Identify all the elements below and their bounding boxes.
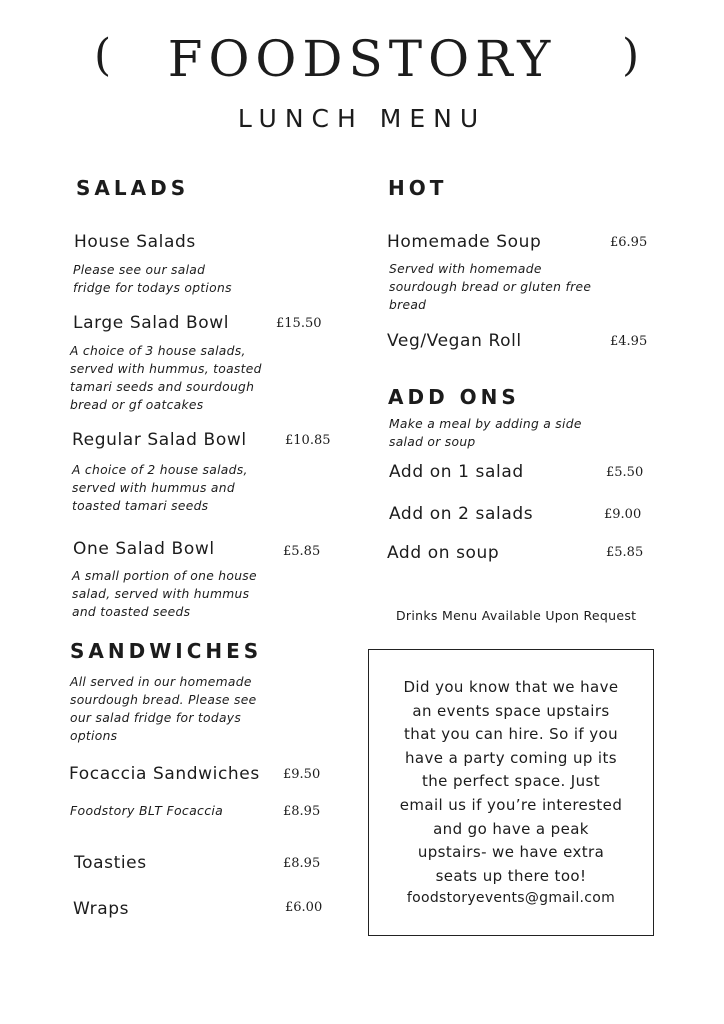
menu-item-name: Focaccia Sandwiches <box>69 764 260 784</box>
menu-item-name: One Salad Bowl <box>73 539 215 559</box>
menu-item-name: Add on soup <box>387 543 500 563</box>
menu-item-desc: A choice of 3 house salads, served with hummus, toasted tamari seeds and sourdough bread or gf oatcakes <box>70 344 262 412</box>
menu-item-price: £4.95 <box>610 334 648 349</box>
menu-subtitle: LUNCH MENU <box>237 104 487 133</box>
events-info-box <box>368 649 654 936</box>
section-heading-sandwiches: SANDWICHES <box>70 639 263 663</box>
section-heading-hot: HOT <box>388 176 448 200</box>
menu-item-desc: A choice of 2 house salads, served with hummus and toasted tamari seeds <box>72 463 248 513</box>
events-email: foodstoryevents@gmail.com <box>406 890 616 906</box>
section-desc: Make a meal by adding a side salad or soup <box>389 417 582 449</box>
menu-item-price: £9.00 <box>604 507 642 522</box>
menu-item-price: £10.85 <box>285 433 331 448</box>
menu-item-desc: A small portion of one house salad, served with hummus and toasted seeds <box>72 569 257 619</box>
section-heading-salads: SALADS <box>76 176 190 200</box>
menu-item-price: £6.95 <box>610 235 648 250</box>
menu-item-name: Toasties <box>74 853 147 873</box>
left-parenthesis: ( <box>94 30 112 81</box>
menu-item-price: £5.85 <box>283 544 321 559</box>
menu-item-name: Add on 1 salad <box>389 462 524 482</box>
section-desc: All served in our homemade sourdough bread. Please see our salad fridge for todays options <box>70 675 257 743</box>
menu-item-name: Regular Salad Bowl <box>72 430 247 450</box>
menu-item-name: Wraps <box>73 899 130 919</box>
brand-title: FOODSTORY <box>167 30 557 88</box>
menu-item-name: Foodstory BLT Focaccia <box>70 803 224 818</box>
menu-item-name: Add on 2 salads <box>389 504 534 524</box>
menu-item-name: Veg/Vegan Roll <box>387 331 522 351</box>
menu-item-price: £8.95 <box>283 804 321 819</box>
menu-item-price: £9.50 <box>283 767 321 782</box>
menu-item-price: £5.85 <box>606 545 644 560</box>
events-message: Did you know that we have an events space upstairs that you can hire. So if you have a party coming up its the perfect space. Just email us if you’re interested and go have a peak upstairs- we have extra seats up there too! <box>399 678 623 885</box>
menu-item-name: House Salads <box>74 232 196 252</box>
menu-item-price: £15.50 <box>276 316 322 331</box>
right-parenthesis: ) <box>622 30 640 81</box>
menu-item-desc: Served with homemade sourdough bread or gluten free bread <box>389 262 592 312</box>
menu-item-price: £6.00 <box>285 900 323 915</box>
menu-item-price: £8.95 <box>283 856 321 871</box>
menu-item-price: £5.50 <box>606 465 644 480</box>
drinks-note: Drinks Menu Available Upon Request <box>396 608 637 623</box>
menu-item-name: Homemade Soup <box>387 232 542 252</box>
menu-item-name: Large Salad Bowl <box>73 313 230 333</box>
section-heading-add-ons: ADD ONS <box>388 385 520 409</box>
menu-item-desc: Please see our salad fridge for todays options <box>73 263 232 295</box>
